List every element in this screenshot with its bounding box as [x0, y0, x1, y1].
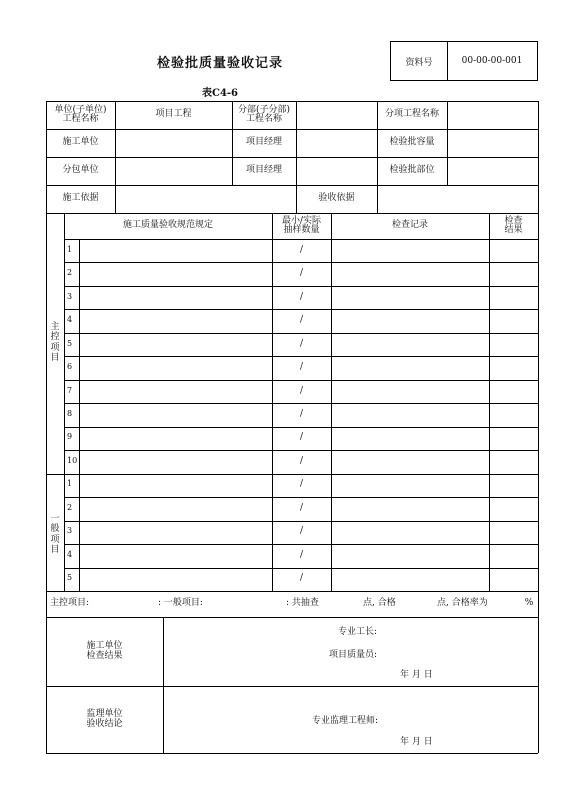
- general-items-label: 一 般 项 目: [50, 514, 60, 556]
- item-col-line: [64, 213, 65, 591]
- sampling-slash: /: [299, 244, 304, 255]
- table-right-border: [538, 101, 539, 753]
- general-item-number: 5: [67, 573, 73, 583]
- item-col-line: [331, 213, 332, 591]
- subitem-name-label: 分项工程名称: [384, 109, 439, 120]
- sampling-slash: /: [299, 409, 304, 419]
- contractor-label: 施工单位: [62, 137, 99, 148]
- batch-capacity-label: 检验批容量: [389, 137, 435, 148]
- unit-name-value: 项目工程: [155, 109, 192, 120]
- item-row-line: [64, 450, 538, 451]
- main-item-number: 2: [67, 268, 73, 278]
- supervisor-result-label: 监理单位 验收结论: [86, 709, 123, 729]
- supervising-engineer-label: 专业监理工程师:: [312, 716, 379, 727]
- general-item-number: 1: [67, 479, 73, 489]
- sampling-slash: /: [299, 315, 304, 326]
- sampling-slash: /: [299, 291, 304, 302]
- item-row-line: [64, 356, 538, 357]
- contractor-result-label: 施工单位 检查结果: [86, 641, 123, 661]
- main-item-number: 10: [67, 455, 78, 465]
- main-item-number: 4: [67, 315, 73, 325]
- item-row-line: [64, 309, 538, 310]
- sampling-slash: /: [299, 385, 304, 396]
- general-item-number: 3: [67, 526, 73, 536]
- sampling-slash: /: [299, 432, 304, 443]
- acceptance-basis-label: 验收依据: [318, 193, 355, 204]
- unit-name-label: 单位(子单位) 工程名称: [54, 104, 107, 124]
- item-row-line: [64, 544, 538, 545]
- batch-location-label: 检验批部位: [389, 165, 435, 176]
- division-name-label: 分部(子分部) 工程名称: [237, 104, 291, 124]
- item-row-line: [64, 568, 538, 569]
- main-item-number: 6: [67, 362, 73, 372]
- header-bottom-line: [64, 239, 538, 240]
- item-row-line: [64, 333, 538, 334]
- item-row-line: [64, 521, 538, 522]
- item-row-line: [46, 474, 538, 475]
- sampling-slash: /: [299, 549, 304, 560]
- summary-main-label: 主控项目:: [50, 598, 90, 609]
- table-bottom-border: [46, 753, 538, 754]
- item-row-line: [64, 427, 538, 428]
- number-col-line: [79, 239, 80, 591]
- info-col-line: [115, 185, 116, 213]
- supervisor-date-label: 年 月 日: [400, 737, 433, 748]
- main-item-number: 1: [67, 244, 73, 254]
- sampling-slash: /: [299, 526, 304, 537]
- item-row-line: [64, 286, 538, 287]
- result-col-line: [163, 617, 164, 753]
- sampling-slash: /: [299, 338, 304, 349]
- subcontractor-label: 分包单位: [62, 165, 99, 176]
- item-row-line: [64, 380, 538, 381]
- general-item-number: 2: [67, 502, 73, 512]
- summary-percent-label: %: [524, 598, 534, 609]
- main-item-number: 8: [67, 409, 73, 418]
- item-col-line: [489, 213, 490, 591]
- main-item-number: 3: [67, 291, 73, 301]
- page-title: 检验批质量验收记录: [156, 56, 283, 71]
- item-row-line: [64, 497, 538, 498]
- sampling-slash: /: [299, 455, 304, 466]
- foreman-label: 专业工长:: [338, 627, 378, 638]
- project-manager-label-2: 项目经理: [245, 165, 282, 176]
- info-col-line: [377, 185, 378, 213]
- quality-inspector-label: 项目质量员:: [329, 650, 378, 661]
- general-item-number: 4: [67, 549, 73, 559]
- reference-box: [390, 41, 538, 81]
- contractor-date-label: 年 月 日: [400, 670, 433, 681]
- table-code: 表C4-6: [201, 88, 239, 99]
- reference-value: 00-00-00-001: [461, 56, 523, 66]
- reference-label: 资料号: [391, 42, 448, 80]
- sampling-slash: /: [299, 573, 304, 584]
- sampling-slash: /: [299, 479, 304, 490]
- info-row-line: [46, 185, 538, 186]
- main-item-number: 7: [67, 385, 73, 395]
- info-col-line: [296, 101, 297, 185]
- summary-rate-label: 点, 合格率为: [437, 598, 488, 609]
- construction-basis-label: 施工依据: [62, 193, 99, 204]
- main-item-number: 5: [67, 338, 73, 348]
- item-row-line: [64, 403, 538, 404]
- item-col-line: [272, 213, 273, 591]
- item-row-line: [64, 262, 538, 263]
- header-spec: 施工质量验收规范规定: [122, 220, 213, 231]
- info-col-line: [447, 101, 448, 185]
- header-sampling: 最小/实际 抽样数量: [281, 215, 322, 235]
- project-manager-label: 项目经理: [245, 137, 282, 148]
- sampling-slash: /: [299, 362, 304, 373]
- main-control-items-label: 主 控 项 目: [50, 322, 60, 364]
- summary-pass-label: 点, 合格: [363, 598, 396, 609]
- main-item-number: 9: [67, 432, 73, 442]
- sampling-slash: /: [299, 268, 304, 279]
- summary-general-label: : 一般项目:: [158, 598, 203, 609]
- header-result: 检查 结果: [504, 215, 523, 235]
- summary-total-label: : 共抽查: [286, 598, 319, 609]
- sampling-slash: /: [299, 502, 304, 513]
- header-record: 检查记录: [391, 220, 428, 231]
